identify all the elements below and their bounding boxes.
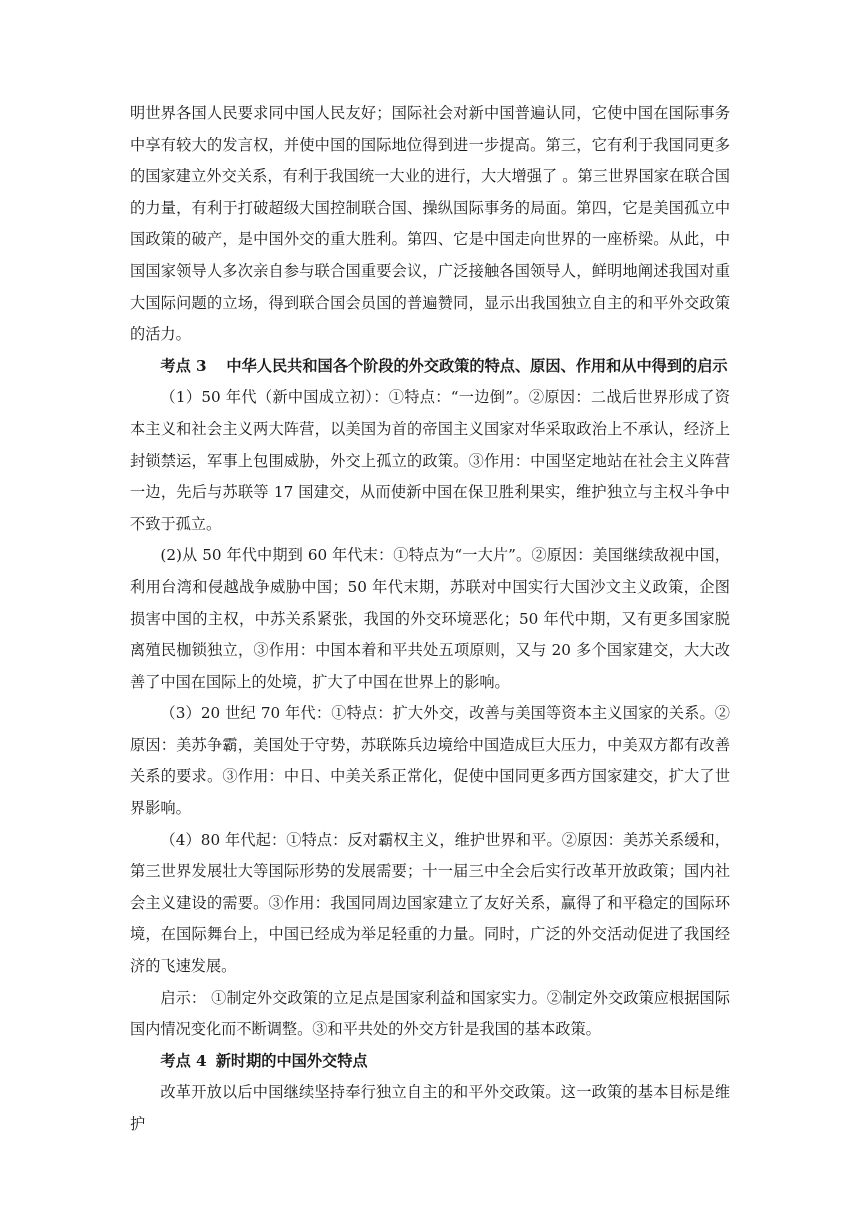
paragraph-period-2: (2)从 50 年代中期到 60 年代末：①特点为“一大片”。②原因：美国继续敌视中国，利用台湾和侵越战争威胁中国；50 年代末期，苏联对中国实行大国沙文主义政策，企图损害中国的主权，中苏关系紧张，我国的外交环境恶化；50 年代中期，又有更多国家脱离殖民枷锁独立，③作用：中国本着和平共处五项原则，又与 20 多个国家建交，大大改善了中国在国际上的处境，扩大了中国在世界上的影响。 xyxy=(130,546,730,691)
paragraph-intro: 明世界各国人民要求同中国人民友好；国际社会对新中国普遍认同，它使中国在国际事务中享有较大的发言权，并使中国的国际地位得到进一步提高。第三，它有利于我国同更多的国家建立外交关系，有利于我国统一大业的进行，大大增强了 。第三世界国家在联合国的力量，有利于打破超级大国控制联合国、操纵国际事务的局面。第四，它是美国孤立中国政策的破产，是中国外交的重大胜利。第四、它是中国走向世界的一座桥梁。从此，中国国家领导人多次亲自参与联合国重要会议，广泛接触各国领导人，鲜明地阐述我国对重大国际问题的立场，得到联合国会员国的普遍赞同，显示出我国独立自主的和平外交政策的活力。 xyxy=(130,104,730,344)
section-heading-4 xyxy=(130,1046,730,1078)
heading-number: 考点 4 xyxy=(160,1051,207,1070)
heading-text: 新时期的中国外交特点 xyxy=(215,1051,368,1070)
document-page xyxy=(130,98,730,1141)
paragraph-period-4: （4）80 年代起：①特点：反对霸权主义，维护世界和平。②原因：美苏关系缓和，第三世界发展壮大等国际形势的发展需要；十一届三中全会后实行改革开放政策；国内社会主义建设的需要。③作用：我国同周边国家建立了友好关系，赢得了和平稳定的国际环境，在国际舞台上，中国已经成为举足轻重的力量。同时，广泛的外交活动促进了我国经济的飞速发展。 xyxy=(130,830,730,976)
heading-text: 中华人民共和国各个阶段的外交政策的特点、原因、作用和从中得到的启示 xyxy=(226,356,728,375)
paragraph-new-era: 改革开放以后中国继续坚持奉行独立自主的和平外交政策。这一政策的基本目标是维护 xyxy=(130,1083,730,1133)
heading-number: 考点 3 xyxy=(160,356,207,375)
paragraph-insight: 启示： ①制定外交政策的立足点是国家利益和国家实力。②制定外交政策应根据国际国内情况变化而不断调整。③和平共处的外交方针是我国的基本政策。 xyxy=(130,988,730,1039)
paragraph-period-3: （3）20 世纪 70 年代：①特点：扩大外交，改善与美国等资本主义国家的关系。②原因：美苏争霸，美国处于守势，苏联陈兵边境给中国造成巨大压力，中美双方都有改善关系的要求。③作用：中日、中美关系正常化，促使中国同更多西方国家建交，扩大了世界影响。 xyxy=(130,704,730,818)
section-heading-3 xyxy=(130,351,730,383)
paragraph-period-1: （1）50 年代（新中国成立初）：①特点：“一边倒”。②原因：二战后世界形成了资本主义和社会主义两大阵营，以美国为首的帝国主义国家对华采取政治上不承认，经济上封锁禁运，军事上包围威胁，外交上孤立的政策。③作用：中国坚定地站在社会主义阵营一边，先后与苏联等 17 国建交，从而使新中国在保卫胜利果实，维护独立与主权斗争中不致于孤立。 xyxy=(130,388,730,533)
